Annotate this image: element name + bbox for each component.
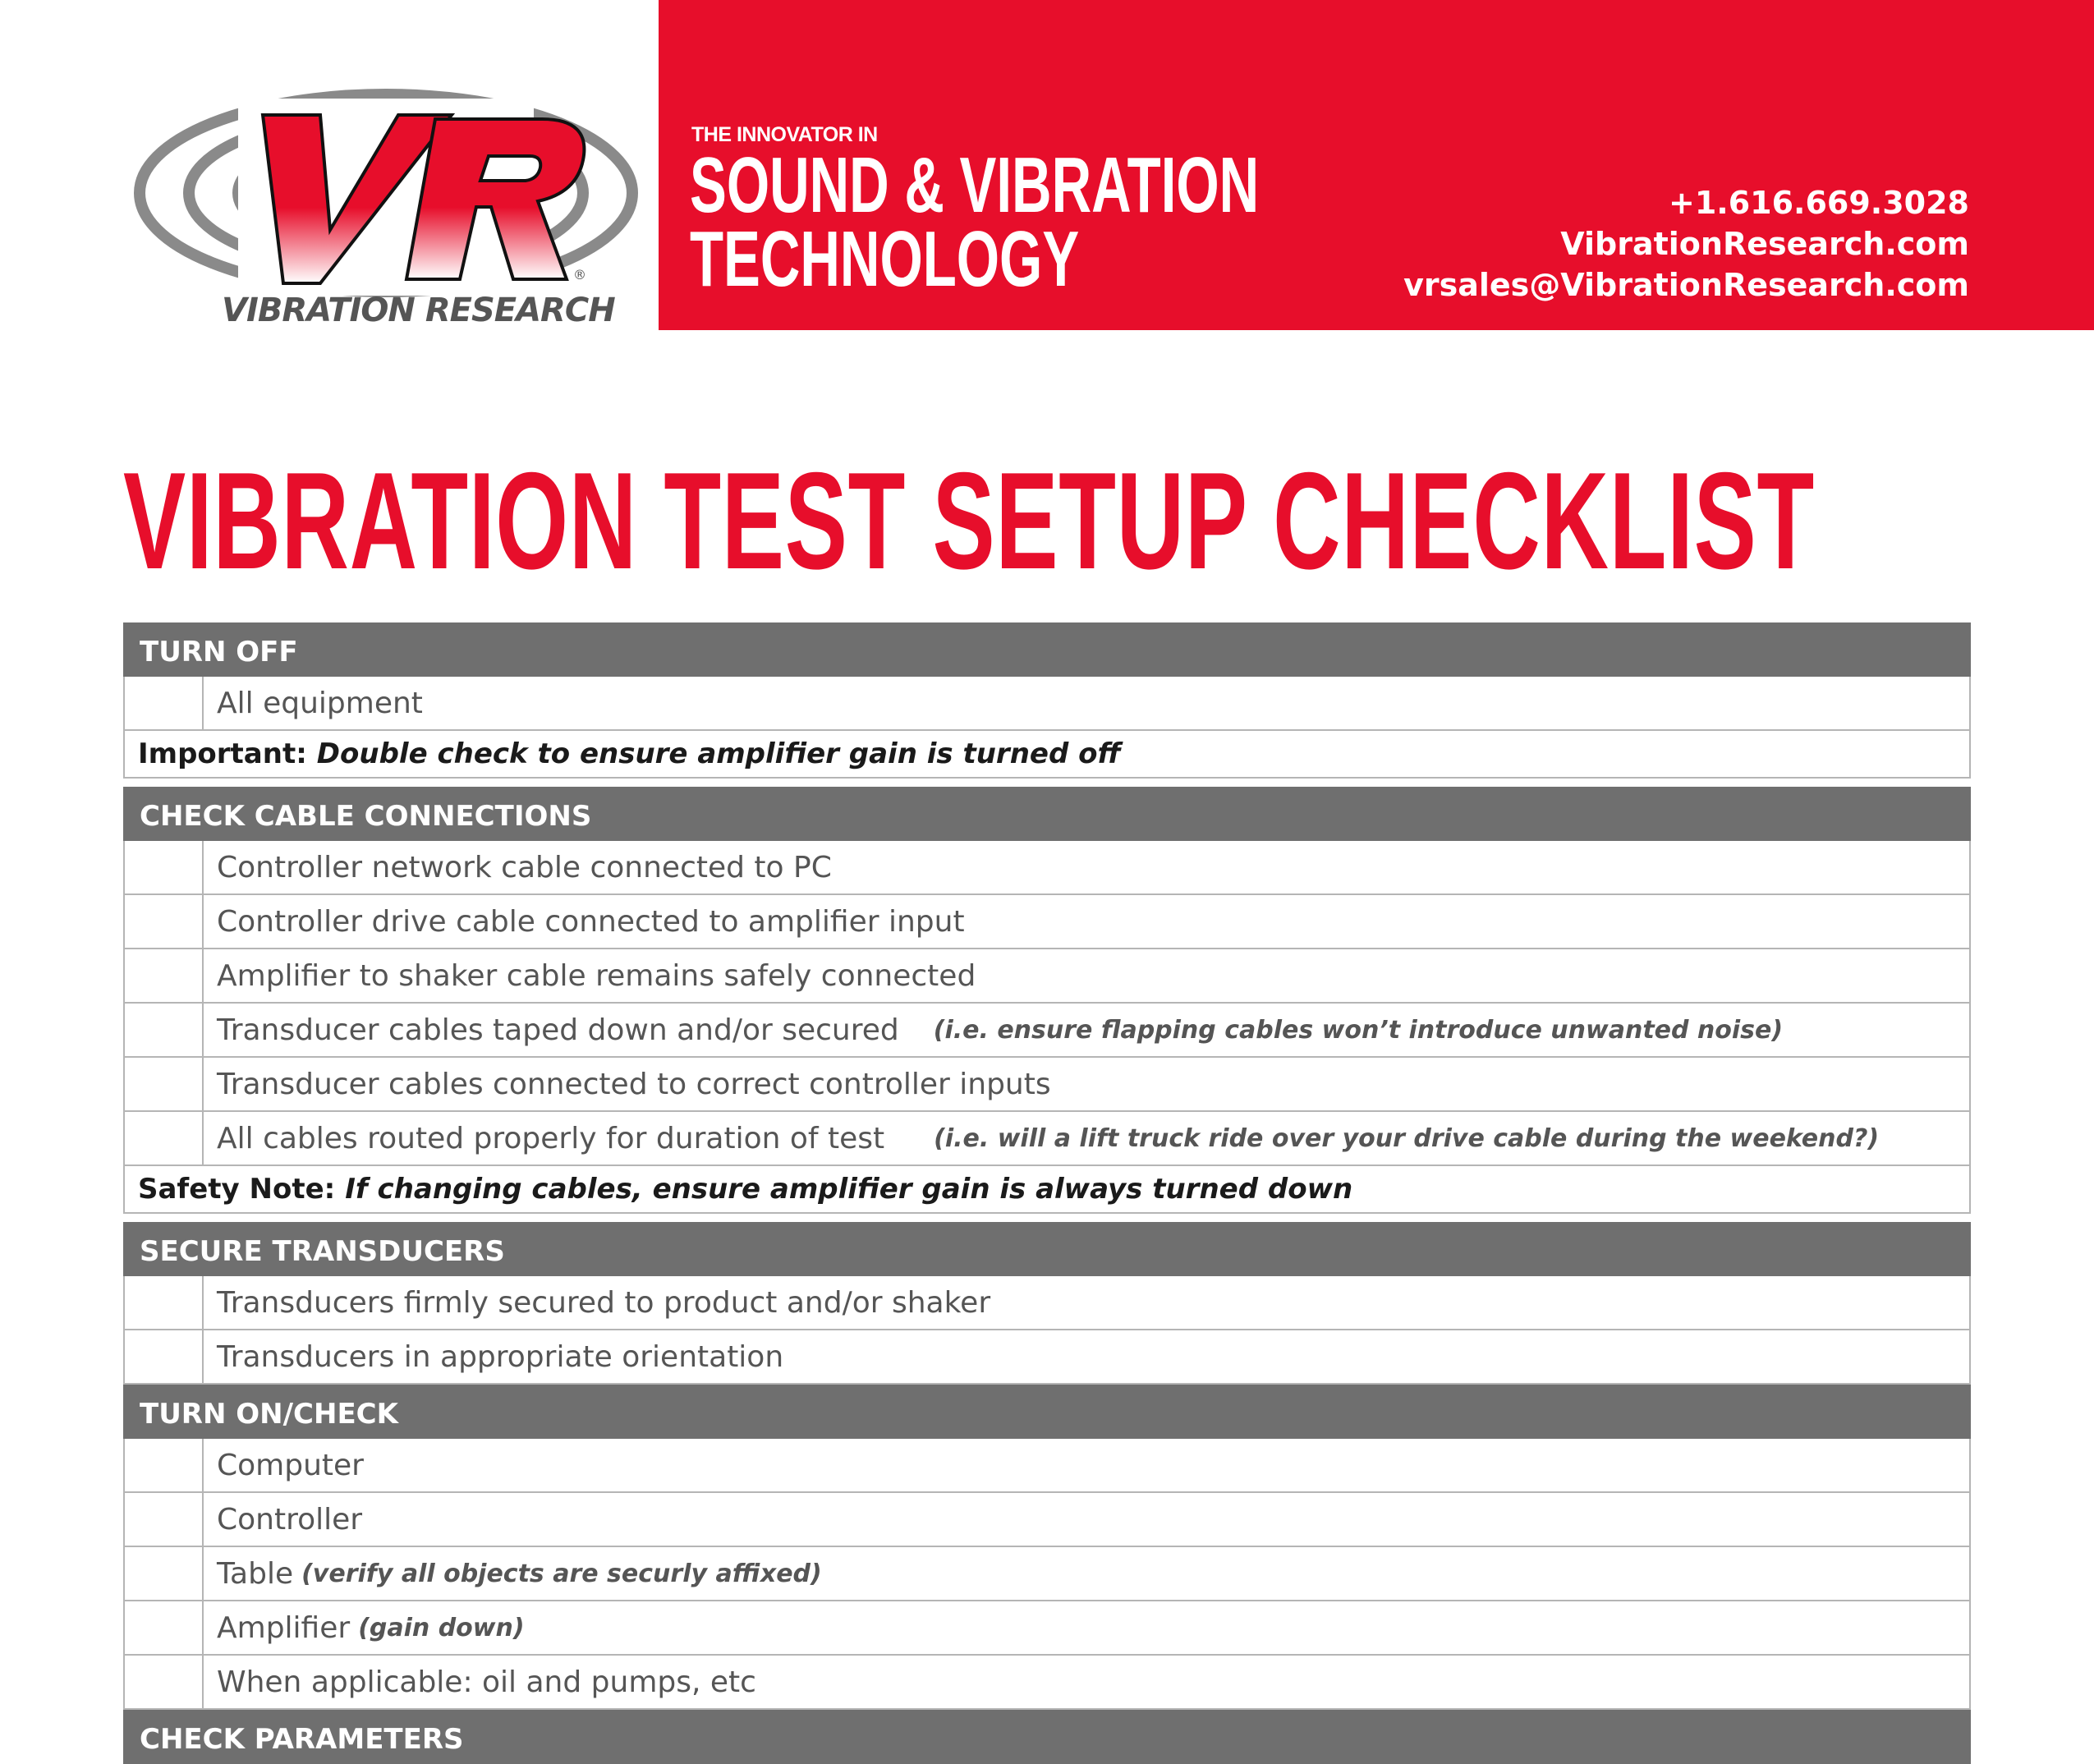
phone-number: +1.616.669.3028 <box>1669 185 1969 221</box>
brand-name: VIBRATION RESEARCH <box>222 292 615 329</box>
checklist-row <box>123 1330 1971 1385</box>
item-label: When applicable: oil and pumps, etc <box>217 1665 756 1699</box>
checkbox[interactable] <box>125 1656 204 1708</box>
safety-note <box>123 1166 1971 1214</box>
item-label: Controller <box>217 1502 363 1537</box>
item-label: Transducer cables taped down and/or secured <box>217 1013 899 1047</box>
checklist-row <box>123 1493 1971 1547</box>
checklist-table <box>123 622 1971 1764</box>
checklist-row <box>123 841 1971 895</box>
section-heading-check-cable-connections: CHECK CABLE CONNECTIONS <box>123 787 1971 841</box>
item-label: Amplifier to shaker cable remains safely connected <box>217 958 976 993</box>
item-label: Transducers firmly secured to product and/or shaker <box>217 1285 991 1320</box>
item-label: Amplifier <box>217 1610 351 1645</box>
checklist-row <box>123 1547 1971 1601</box>
page-title: VIBRATION TEST SETUP CHECKLIST <box>123 443 1815 598</box>
checklist-row <box>123 1058 1971 1112</box>
section-heading-turn-on-check: TURN ON/CHECK <box>123 1385 1971 1439</box>
important-note <box>123 731 1971 779</box>
checklist-row <box>123 677 1971 731</box>
website-link[interactable]: VibrationResearch.com <box>1560 226 1969 262</box>
item-label: All equipment <box>217 686 423 720</box>
checkbox[interactable] <box>125 1330 204 1383</box>
checklist-row <box>123 1601 1971 1656</box>
checkbox[interactable] <box>125 949 204 1002</box>
checkbox[interactable] <box>125 1004 204 1056</box>
section-heading-turn-off: TURN OFF <box>123 622 1971 677</box>
item-hint: (i.e. ensure flapping cables won’t introduce unwanted noise) <box>933 1015 1784 1045</box>
checkbox[interactable] <box>125 1276 204 1329</box>
section-heading-check-parameters: CHECK PARAMETERS <box>123 1710 1971 1764</box>
contact-block <box>1403 182 1969 305</box>
email-link[interactable]: vrsales@VibrationResearch.com <box>1403 267 1969 303</box>
note-text: Double check to ensure amplifier gain is turned off <box>316 737 1121 770</box>
checkbox[interactable] <box>125 677 204 729</box>
tagline-small: THE INNOVATOR IN <box>691 123 878 146</box>
checklist-row <box>123 895 1971 949</box>
checkbox[interactable] <box>125 841 204 893</box>
item-hint: (i.e. will a lift truck ride over your drive cable during the weekend?) <box>934 1123 1880 1153</box>
checklist-row <box>123 1656 1971 1710</box>
checkbox[interactable] <box>125 1601 204 1654</box>
note-lead: Important: <box>138 737 307 770</box>
section-heading-secure-transducers: SECURE TRANSDUCERS <box>123 1222 1971 1276</box>
item-label: Table <box>217 1556 294 1591</box>
item-label: Transducer cables connected to correct controller inputs <box>217 1067 1051 1101</box>
item-label: Controller network cable connected to PC <box>217 850 832 884</box>
checklist-row <box>123 1439 1971 1493</box>
item-label: Transducers in appropriate orientation <box>217 1339 784 1374</box>
checklist-row <box>123 949 1971 1004</box>
checkbox[interactable] <box>125 1547 204 1600</box>
checkbox[interactable] <box>125 1439 204 1491</box>
item-label: Computer <box>217 1448 364 1482</box>
svg-text:®: ® <box>573 267 586 283</box>
checklist-row <box>123 1112 1971 1166</box>
item-hint: (gain down) <box>358 1613 525 1642</box>
item-label: All cables routed properly for duration of test <box>217 1121 885 1155</box>
tagline-line1: SOUND & VIBRATION <box>690 141 1260 229</box>
checkbox[interactable] <box>125 1493 204 1546</box>
checkbox[interactable] <box>125 1058 204 1110</box>
item-hint: (verify all objects are securly affixed) <box>301 1559 822 1588</box>
tagline-line2: TECHNOLOGY <box>690 215 1080 303</box>
item-label: Controller drive cable connected to amplifier input <box>217 904 965 939</box>
note-text: If changing cables, ensure amplifier gain is always turned down <box>345 1173 1353 1206</box>
checklist-row <box>123 1276 1971 1330</box>
note-lead: Safety Note: <box>138 1173 336 1206</box>
checkbox[interactable] <box>125 895 204 948</box>
checklist-row <box>123 1004 1971 1058</box>
checkbox[interactable] <box>125 1112 204 1165</box>
